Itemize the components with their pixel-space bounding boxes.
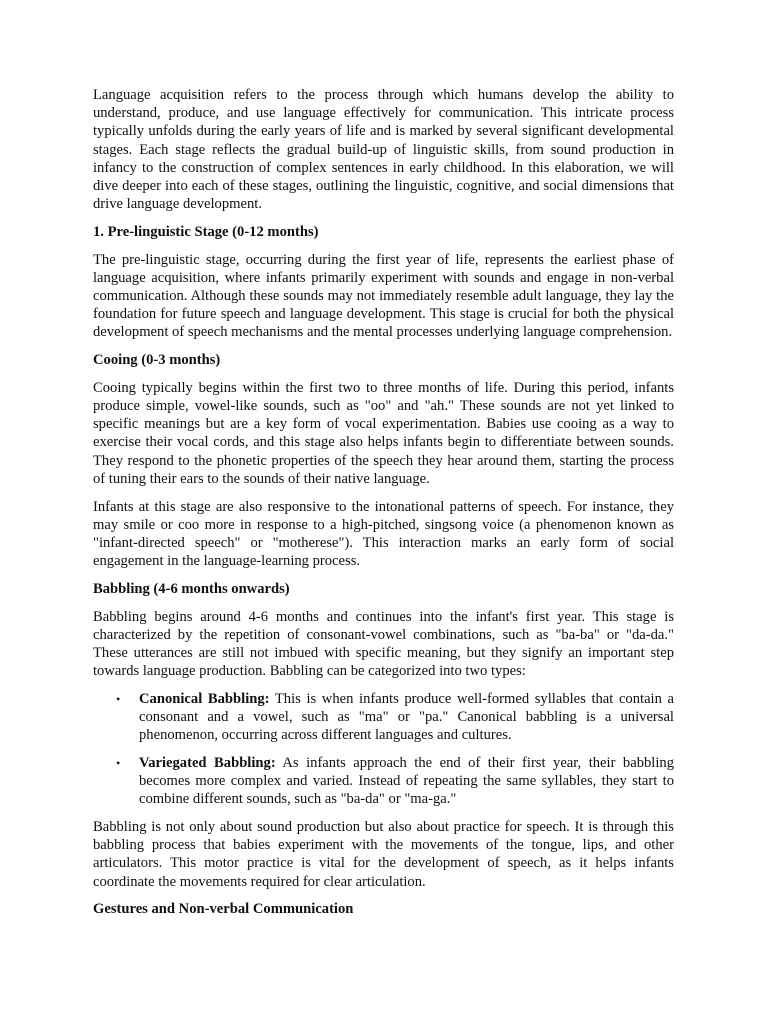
list-item-variegated-babbling [116,754,674,809]
babbling-paragraph-1: Babbling begins around 4-6 months and continues into the infant's first year. This stage is characterized by the repetition of consonant-vowel combinations, such as "ba-ba" or "da-da." These utterances are still not imbued with specific meaning, but they signify an important step towards language production. Babbling can be categorized into two types: [93,608,674,680]
intro-paragraph: Language acquisition refers to the process through which humans develop the ability to understand, produce, and use language effectively for communication. This intricate process typically unfolds during the early years of life and is marked by several significant developmental stages. Each stage reflects the gradual build-up of linguistic skills, from sound production in infancy to the construction of complex sentences in early childhood. In this elaboration, we will dive deeper into each of these stages, outlining the linguistic, cognitive, and social dimensions that drive language development. [93,87,674,213]
section-heading-pre-linguistic: 1. Pre-linguistic Stage (0-12 months) [93,223,319,240]
subheading-gestures: Gestures and Non-verbal Communication [93,901,354,918]
text-canonical-babbling: This is when infants produce well-formed syllables that contain a consonant and a vowel, such as "ma" or "pa." Canonical babbling is a universal phenomenon, occurring across different languages and cultures. [139,690,675,744]
bullet-icon: • [116,691,121,706]
cooing-paragraph-2: Infants at this stage are also responsive to the intonational patterns of speech. For instance, they may smile or coo more in response to a high-pitched, singsong voice (a phenomenon known as "infant-directed speech" or "motherese"). This interaction marks an early form of social engagement in the language-learning process. [93,498,674,570]
bullet-icon: • [116,755,121,770]
term-variegated-babbling: Variegated Babbling: [139,754,276,771]
subheading-babbling: Babbling (4-6 months onwards) [93,580,290,597]
babbling-types-list [93,690,674,809]
text-variegated-babbling: As infants approach the end of their first year, their babbling becomes more complex and varied. Instead of repeating the same syllables, they start to combine different sounds, such as "ba-da" or "ma-ga." [139,754,674,808]
term-canonical-babbling: Canonical Babbling: [139,690,270,707]
pre-linguistic-paragraph: The pre-linguistic stage, occurring during the first year of life, represents the earliest phase of language acquisition, where infants primarily experiment with sounds and engage in non-verbal communication. Although these sounds may not immediately resemble adult language, they lay the foundation for future speech and language development. This stage is crucial for both the physical development of speech mechanisms and the mental processes underlying language comprehension. [93,251,674,341]
cooing-paragraph-1: Cooing typically begins within the first two to three months of life. During this period, infants produce simple, vowel-like sounds, such as "oo" and "ah." These sounds are not yet linked to specific meanings but are a key form of vocal experimentation. Babies use cooing as a way to exercise their vocal cords, and this stage also helps infants begin to differentiate between sounds. They respond to the phonetic properties of the speech they hear around them, starting the process of tuning their ears to the sounds of their native language. [93,379,674,487]
list-item-canonical-babbling [116,690,675,745]
subheading-cooing: Cooing (0-3 months) [93,352,221,369]
babbling-paragraph-2: Babbling is not only about sound production but also about practice for speech. It is through this babbling process that babies experiment with the movements of the tongue, lips, and other articulators. This motor practice is vital for the development of speech, as it helps infants coordinate the movements required for clear articulation. [93,818,674,890]
